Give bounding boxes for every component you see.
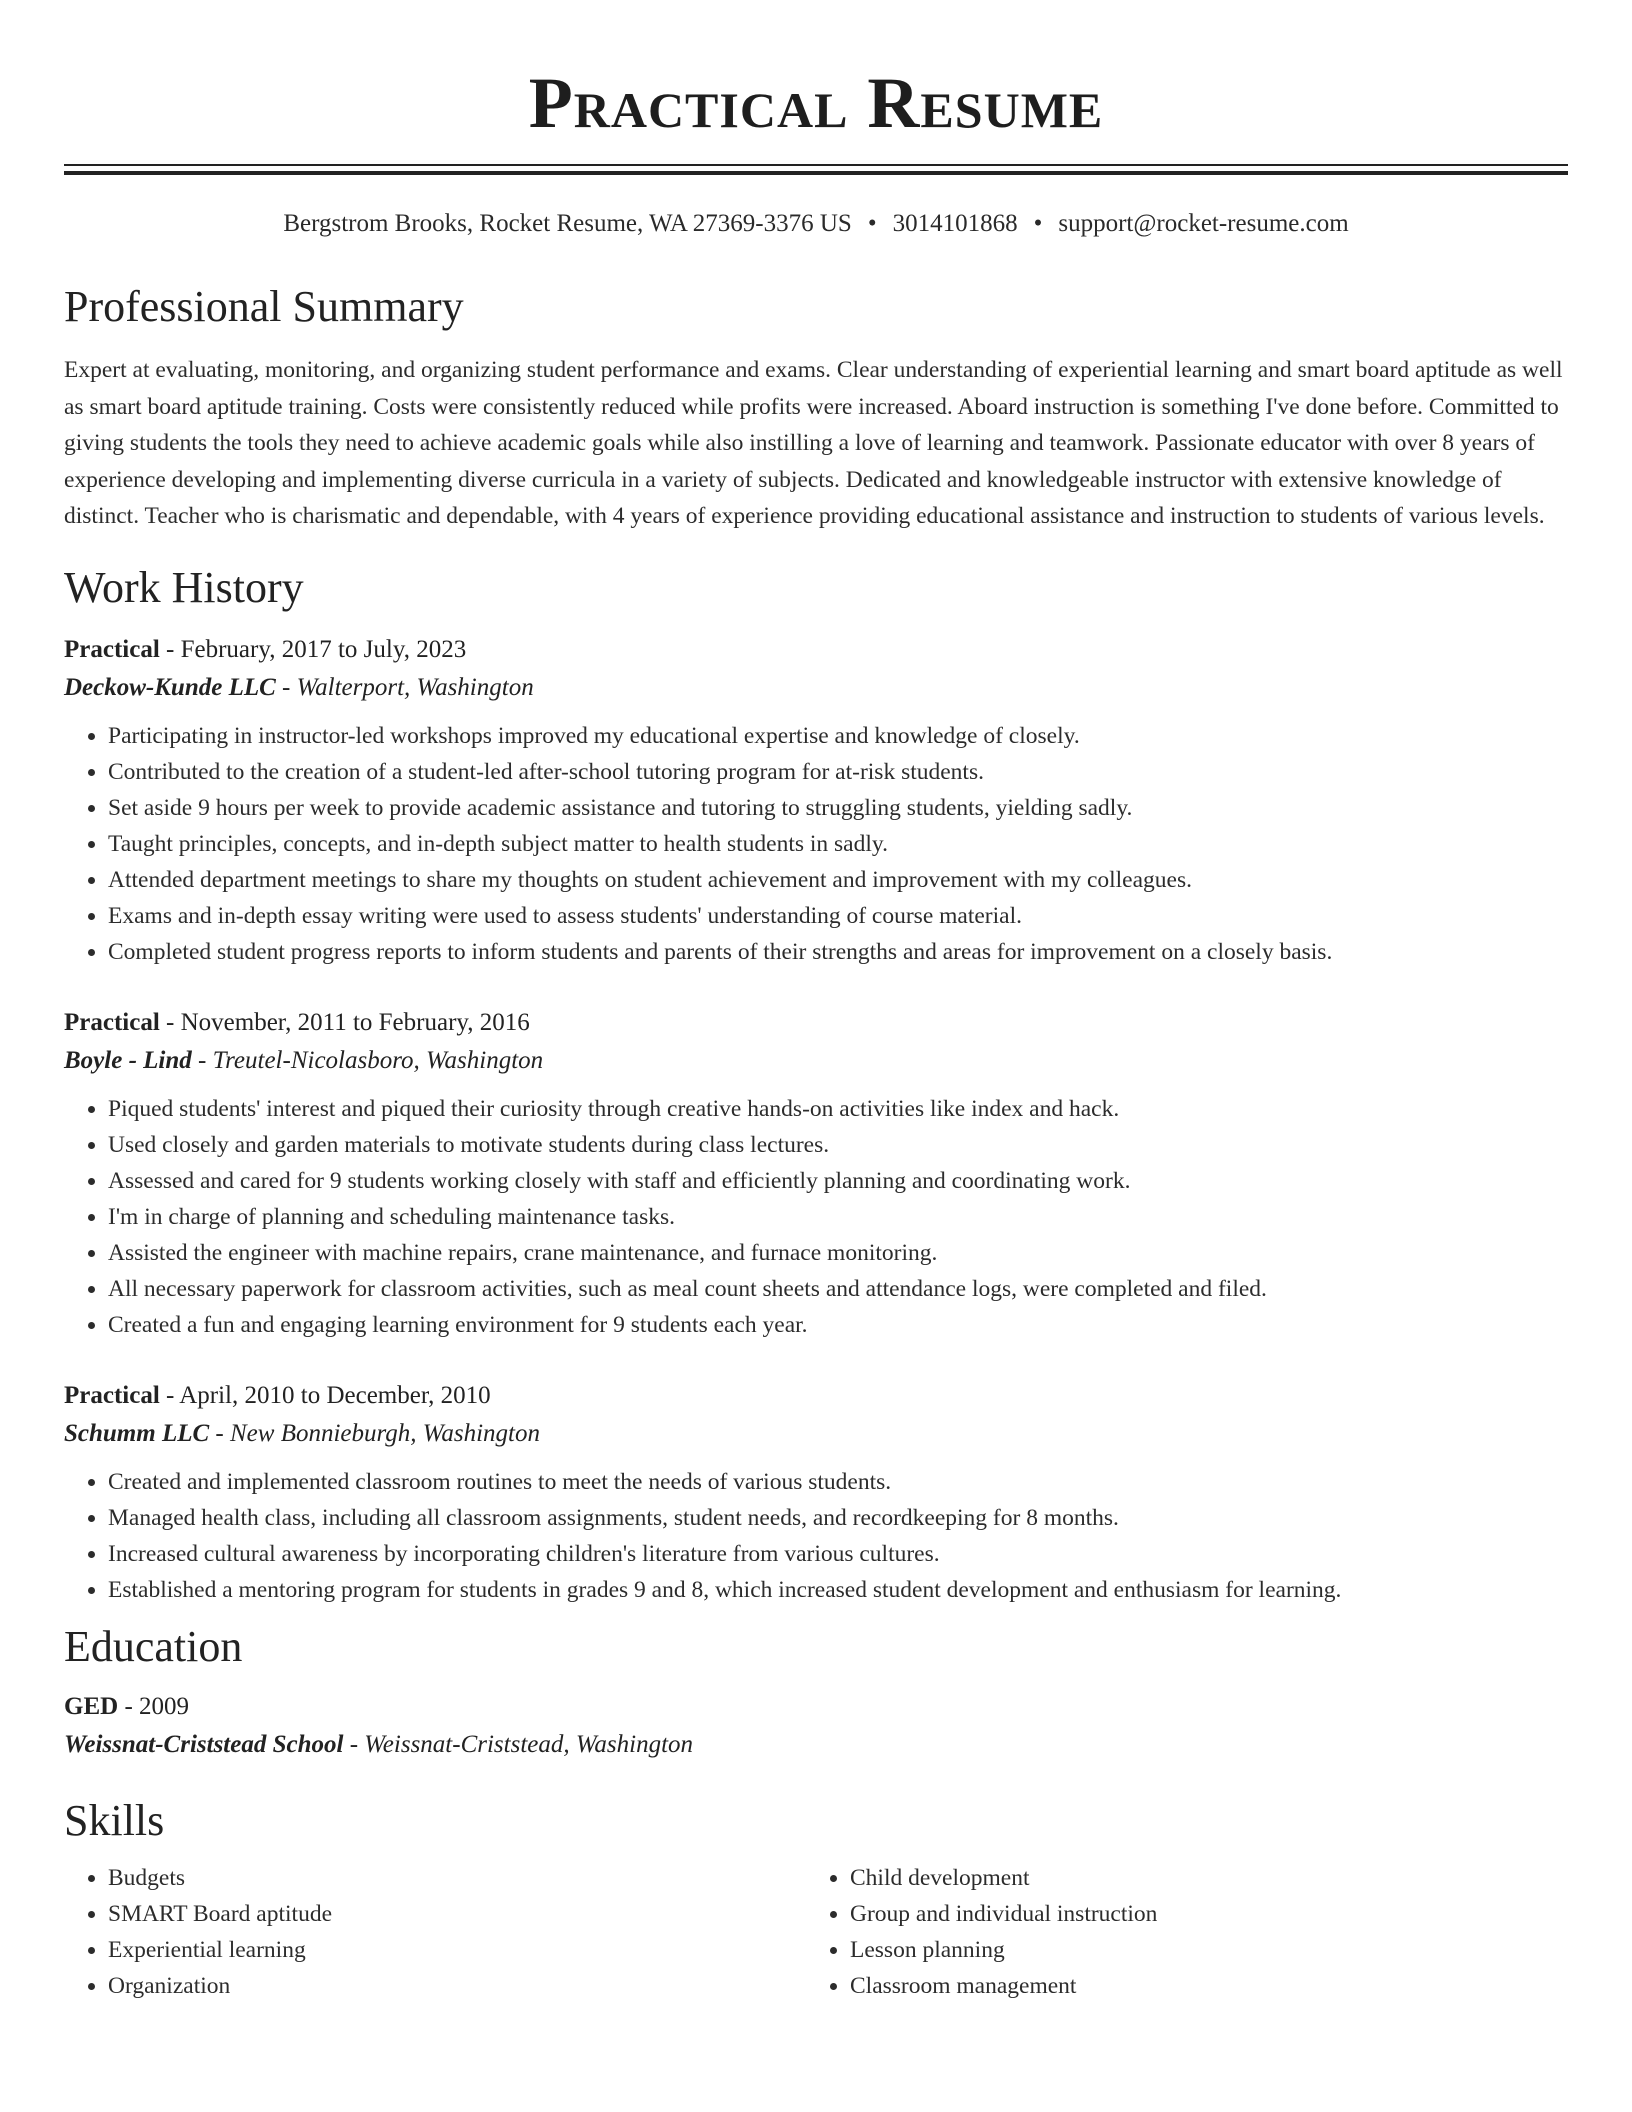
job-duties-list xyxy=(64,718,1568,970)
summary-text: Expert at evaluating, monitoring, and organizing student performance and exams. Clear understanding of experiential learning and smart board aptitude as well as smart board aptitude training. Costs were consistently reduced while profits were increased. Aboard instruction is something I've done before. Committed to giving students the tools they need to achieve academic goals while also instilling a love of learning and teamwork. Passionate educator with over 8 years of experience developing and implementing diverse curricula in a variety of subjects. Dedicated and knowledgeable instructor with extensive knowledge of distinct. Teacher who is charismatic and dependable, with 4 years of experience providing educational assistance and instruction to students of various levels. xyxy=(64,357,1563,529)
school-location: - Weissnat-Criststead, Washington xyxy=(343,1730,694,1758)
education-heading: Education xyxy=(64,1621,243,1671)
job-duties-list xyxy=(64,1464,1568,1608)
skill-item: • Organization xyxy=(108,1968,806,2004)
job-duty: • Attended department meetings to share my thoughts on student achievement and improvement with my colleagues. xyxy=(108,862,1568,898)
degree-line xyxy=(64,1688,1568,1726)
job-company: Schumm LLC xyxy=(64,1419,210,1447)
school-line xyxy=(64,1726,1568,1764)
job-duty: • Contributed to the creation of a student-led after-school tutoring program for at-risk students. xyxy=(108,754,1568,790)
job-duty: • Set aside 9 hours per week to provide academic assistance and tutoring to struggling students, yielding sadly. xyxy=(108,790,1568,826)
skill-item: • Classroom management xyxy=(850,1968,1548,2004)
job-duty: • Completed student progress reports to inform students and parents of their strengths and areas for improvement on a closely basis. xyxy=(108,934,1568,970)
job-org-line xyxy=(64,669,1568,707)
job-duty: • Taught principles, concepts, and in-depth subject matter to health students in sadly. xyxy=(108,826,1568,862)
job-location: - Treutel-Nicolasboro, Washington xyxy=(191,1046,544,1074)
job-entry xyxy=(64,1377,1568,1608)
job-duty: • I'm in charge of planning and scheduling maintenance tasks. xyxy=(108,1199,1568,1235)
job-company: Boyle - Lind xyxy=(64,1046,192,1074)
job-org-line xyxy=(64,1042,1568,1080)
job-duty: • Assessed and cared for 9 students working closely with staff and efficiently planning and coordinating work. xyxy=(108,1163,1568,1199)
skills-columns xyxy=(64,1860,1568,2004)
school-name: Weissnat-Criststead School xyxy=(64,1730,344,1758)
skill-item: • Budgets xyxy=(108,1860,806,1896)
job-duty: • All necessary paperwork for classroom activities, such as meal count sheets and attendance logs, were completed and filed. xyxy=(108,1271,1568,1307)
resume-title: Practical Resume xyxy=(528,63,1104,143)
degree-year: - 2009 xyxy=(118,1692,190,1720)
job-duty: • Used closely and garden materials to motivate students during class lectures. xyxy=(108,1127,1568,1163)
job-title: Practical xyxy=(64,1381,160,1409)
title-double-rule xyxy=(64,164,1568,175)
job-dates: - April, 2010 to December, 2010 xyxy=(159,1381,491,1409)
job-dates: - February, 2017 to July, 2023 xyxy=(159,635,467,663)
job-duty: • Piqued students' interest and piqued their curiosity through creative hands-on activities like index and hack. xyxy=(108,1091,1568,1127)
job-org-line xyxy=(64,1415,1568,1453)
bullet-separator: • xyxy=(867,210,877,237)
job-duty: • Increased cultural awareness by incorporating children's literature from various cultures. xyxy=(108,1536,1568,1572)
skill-item: • SMART Board aptitude xyxy=(108,1896,806,1932)
job-location: - New Bonnieburgh, Washington xyxy=(209,1419,540,1447)
job-duty: • Exams and in-depth essay writing were used to assess students' understanding of course material. xyxy=(108,898,1568,934)
job-title-line xyxy=(64,1004,1568,1042)
skills-heading: Skills xyxy=(64,1795,165,1845)
education-entry xyxy=(64,1688,1568,1764)
job-title-line xyxy=(64,631,1568,669)
job-company: Deckow-Kunde LLC xyxy=(64,673,276,701)
summary-heading: Professional Summary xyxy=(64,282,464,331)
skill-item: • Experiential learning xyxy=(108,1932,806,1968)
job-duties-list xyxy=(64,1091,1568,1343)
skills-list-right xyxy=(806,1860,1548,2004)
job-location: - Walterport, Washington xyxy=(275,673,534,701)
job-duty: • Created a fun and engaging learning environment for 9 students each year. xyxy=(108,1307,1568,1343)
contact-line xyxy=(64,208,1568,240)
bullet-separator: • xyxy=(1033,210,1043,237)
job-duty: • Participating in instructor-led workshops improved my educational expertise and knowledge of closely. xyxy=(108,718,1568,754)
degree: GED xyxy=(64,1692,119,1720)
work-history-heading: Work History xyxy=(64,562,304,612)
job-duty: • Managed health class, including all classroom assignments, student needs, and recordkeeping for 8 months. xyxy=(108,1500,1568,1536)
skill-item: • Child development xyxy=(850,1860,1548,1896)
contact-email: support@rocket-resume.com xyxy=(1058,210,1349,237)
contact-address: Bergstrom Brooks, Rocket Resume, WA 27369-3376 US xyxy=(283,210,852,237)
job-title-line xyxy=(64,1377,1568,1415)
job-duty: • Established a mentoring program for students in grades 9 and 8, which increased student development and enthusiasm for learning. xyxy=(108,1572,1568,1608)
job-duty: • Assisted the engineer with machine repairs, crane maintenance, and furnace monitoring. xyxy=(108,1235,1568,1271)
job-dates: - November, 2011 to February, 2016 xyxy=(159,1008,530,1036)
job-duty: • Created and implemented classroom routines to meet the needs of various students. xyxy=(108,1464,1568,1500)
skills-list-left xyxy=(64,1860,806,2004)
skill-item: • Lesson planning xyxy=(850,1932,1548,1968)
job-entry xyxy=(64,631,1568,970)
contact-phone: 3014101868 xyxy=(892,210,1018,237)
job-title: Practical xyxy=(64,1008,160,1036)
job-title: Practical xyxy=(64,635,160,663)
skill-item: • Group and individual instruction xyxy=(850,1896,1548,1932)
job-entry xyxy=(64,1004,1568,1343)
